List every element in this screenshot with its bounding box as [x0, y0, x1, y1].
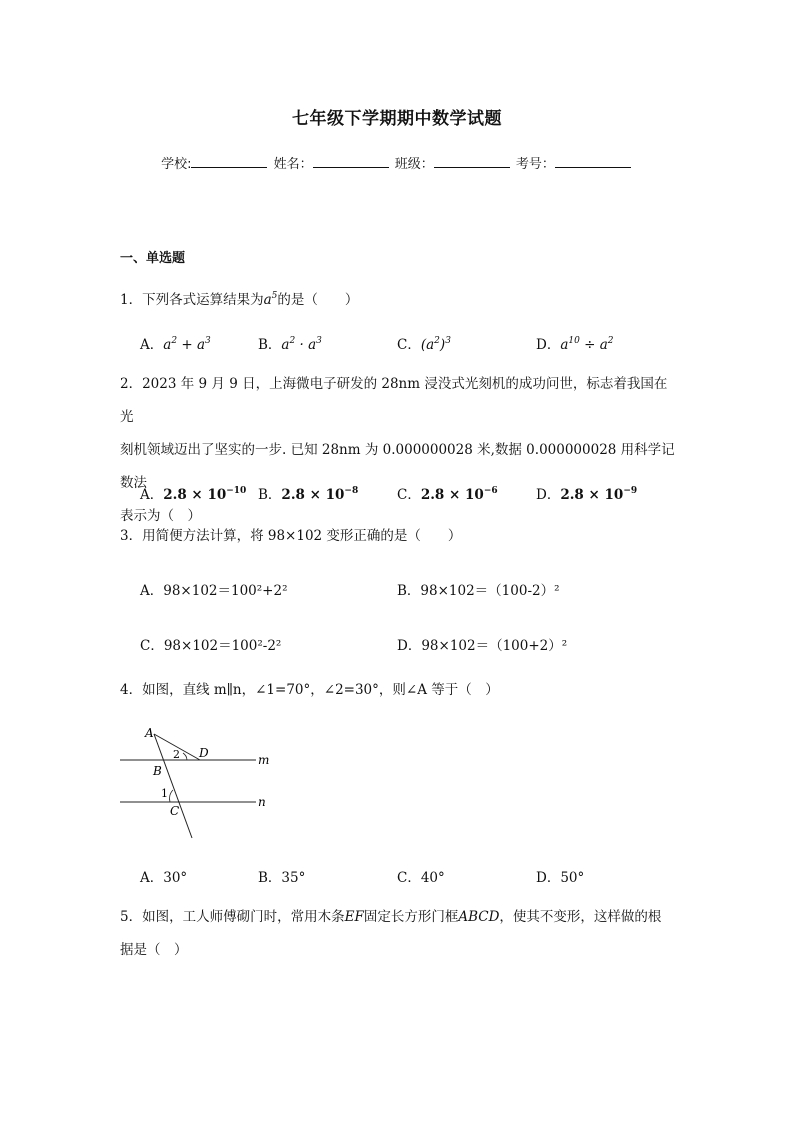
q1-stem-part2: 的是（ ） [277, 292, 359, 308]
q2-line3: 表示为（ ） [120, 508, 201, 524]
page-title: 七年级下学期期中数学试题 [292, 109, 502, 129]
label-angle-2: 2 [173, 748, 180, 761]
number-blank[interactable] [555, 155, 631, 168]
label-c: C [170, 804, 180, 818]
question-2-stem [120, 368, 680, 533]
label-angle-1: 1 [161, 787, 168, 800]
label-d: D [199, 746, 209, 760]
q2-option-a[interactable]: A．$2.8 \times 10^{-10}$ [140, 486, 247, 503]
q2-line2: 刻机领域迈出了坚实的一步. 已知 28nm 为 0.000000028 米,数据 0.000000028 用科学记数法 [120, 442, 675, 491]
q2-option-d[interactable]: D．$2.8 \times 10^{-9}$ [536, 486, 638, 503]
number-label: 考号： [515, 157, 555, 172]
q3-option-d[interactable]: D．98×102＝（100+2）² [397, 638, 568, 654]
label-b: B [153, 764, 162, 778]
q4-option-a[interactable]: A．30° [140, 870, 188, 886]
question-1-stem [120, 280, 680, 317]
q1-option-d[interactable]: D．$a^{10} \div a^2$ [536, 336, 614, 353]
label-m: m [258, 753, 270, 767]
angle-2-arc [183, 753, 187, 760]
student-info-line [0, 153, 794, 172]
q3-option-a[interactable]: A．98×102＝100²+2² [140, 583, 288, 599]
q4-option-c[interactable]: C．40° [397, 870, 445, 886]
q5-line1: 5．如图，工人师傅砌门时，常用木条EF固定长方形门框ABCD，使其不变形，这样做的根 [120, 909, 662, 925]
q5-line2: 据是（ ） [120, 942, 188, 958]
q2-option-c[interactable]: C．$2.8 \times 10^{-6}$ [397, 486, 498, 503]
question-3-stem: 3．用简便方法计算，将 98×102 变形正确的是（ ） [120, 528, 462, 544]
label-n: n [258, 795, 266, 809]
q3-option-c[interactable]: C．98×102＝100²-2² [140, 638, 282, 654]
q2-option-b[interactable]: B．$2.8 \times 10^{-8}$ [258, 486, 359, 503]
school-blank[interactable] [191, 155, 267, 168]
question-5-stem [120, 901, 680, 967]
q4-option-d[interactable]: D．50° [536, 870, 585, 886]
q1-option-a[interactable]: A．$a^2 + a^3$ [140, 336, 211, 353]
section-heading: 一、单选题 [120, 251, 186, 266]
q1-expr: $a^5$ [263, 291, 278, 308]
name-label: 姓名： [273, 157, 313, 172]
class-blank[interactable] [434, 155, 510, 168]
q1-option-c[interactable]: C．$(a^2)^3$ [397, 336, 451, 353]
q1-stem-part1: 1．下列各式运算结果为 [120, 292, 264, 308]
q2-line1: 2．2023 年 9 月 9 日，上海微电子研发的 28nm 浸没式光刻机的成功问世，标志着我国在光 [120, 376, 668, 425]
angle-1-arc [169, 790, 173, 802]
q4-option-b[interactable]: B．35° [258, 870, 306, 886]
school-label: 学校: [161, 157, 192, 172]
parallel-lines-figure [112, 720, 272, 842]
question-4-stem: 4．如图，直线 m∥n，∠1=70°，∠2=30°，则∠A 等于（ ） [120, 682, 499, 698]
q3-option-b[interactable]: B．98×102＝（100-2）² [397, 583, 560, 599]
name-blank[interactable] [313, 155, 389, 168]
label-a: A [145, 726, 154, 740]
q1-option-b[interactable]: B．$a^2 \cdot a^3$ [258, 336, 322, 353]
class-label: 班级： [394, 157, 434, 172]
